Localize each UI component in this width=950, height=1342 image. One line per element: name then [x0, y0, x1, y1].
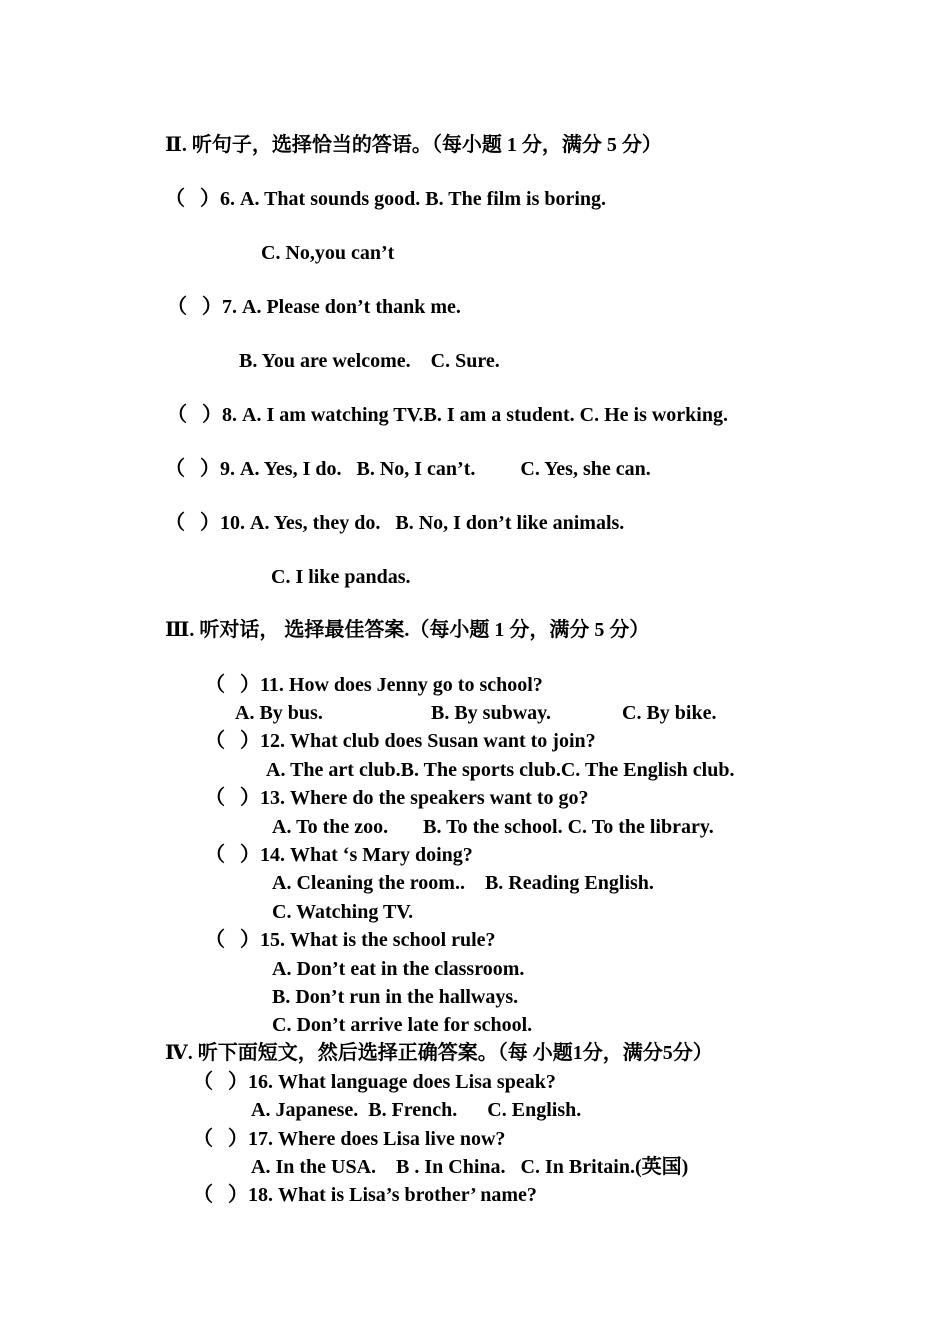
question-7: （ ）7. A. Please don’t thank me.: [167, 296, 461, 318]
section-4-heading: Ⅳ. 听下面短文，然后选择正确答案。（每 小题1分，满分5分）: [165, 1042, 713, 1064]
question-11-option-a: A. By bus.: [235, 702, 323, 724]
question-11-option-b: B. By subway.: [431, 702, 552, 724]
question-14-option-c: C. Watching TV.: [272, 901, 414, 923]
question-8: （ ）8. A. I am watching TV.B. I am a student. C. He is working.: [167, 404, 728, 426]
question-11-option-c: C. By bike.: [622, 702, 717, 724]
question-15: （ ）15. What is the school rule?: [205, 929, 496, 951]
question-11: （ ）11. How does Jenny go to school?: [205, 674, 543, 696]
question-14: （ ）14. What ‘s Mary doing?: [205, 844, 473, 866]
question-15-option-a: A. Don’t eat in the classroom.: [272, 958, 525, 980]
question-14-options-ab: A. Cleaning the room.. B. Reading English.: [272, 872, 654, 894]
question-12: （ ）12. What club does Susan want to join?: [205, 730, 596, 752]
question-17: （ ）17. Where does Lisa live now?: [193, 1128, 506, 1150]
question-16-options: A. Japanese. B. French. C. English.: [251, 1099, 582, 1121]
question-17-options: A. In the USA. B . In China. C. In Britain.(英国): [251, 1156, 689, 1178]
question-13-options: A. To the zoo. B. To the school. C. To the library.: [272, 816, 714, 838]
question-16: （ ）16. What language does Lisa speak?: [193, 1071, 556, 1093]
question-13: （ ）13. Where do the speakers want to go?: [205, 787, 589, 809]
question-10: （ ）10. A. Yes, they do. B. No, I don’t like animals.: [165, 512, 625, 534]
question-18: （ ）18. What is Lisa’s brother’ name?: [193, 1184, 537, 1206]
section-3-heading: Ⅲ. 听对话， 选择最佳答案.（每小题 1 分，满分 5 分）: [165, 619, 650, 641]
question-7-options: B. You are welcome. C. Sure.: [239, 350, 500, 372]
question-6: （ ）6. A. That sounds good. B. The film is boring.: [165, 188, 607, 210]
question-15-option-b: B. Don’t run in the hallways.: [272, 986, 519, 1008]
question-10-option-c: C. I like pandas.: [271, 566, 411, 588]
question-12-options: A. The art club.B. The sports club.C. The English club.: [266, 759, 735, 781]
question-6-option-c: C. No,you can’t: [261, 242, 395, 264]
question-15-option-c: C. Don’t arrive late for school.: [272, 1014, 533, 1036]
question-9: （ ）9. A. Yes, I do. B. No, I can’t. C. Yes, she can.: [165, 458, 651, 480]
section-2-heading: Ⅱ. 听句子，选择恰当的答语。（每小题 1 分，满分 5 分）: [165, 134, 662, 156]
